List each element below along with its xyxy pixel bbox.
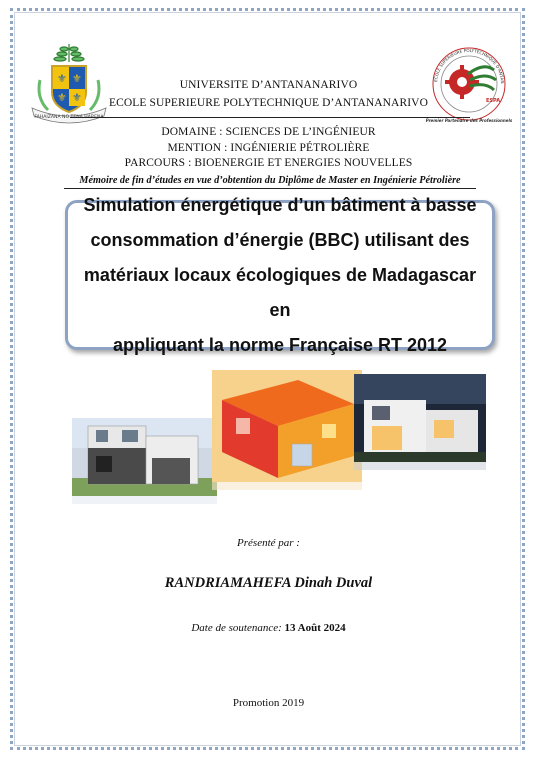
domaine-line: DOMAINE : SCIENCES DE L’INGÉNIEUR [161, 126, 376, 138]
title-line: matériaux locaux écologiques de Madagascar en [83, 264, 477, 320]
svg-text:⚜: ⚜ [72, 72, 82, 85]
title-line: consommation d’énergie (BBC) utilisant des [90, 229, 470, 250]
espa-slogan: Premier Partenaire des Professionnels [425, 118, 513, 123]
espa-ring-text: ECOLE SUPERIEURE POLYTECHNIQUE D'ANTAN [433, 47, 506, 84]
thermal-render-center [212, 370, 362, 482]
header-divider [70, 117, 470, 118]
house-photo-left [72, 418, 217, 496]
university-name: UNIVERSITE D’ANTANANARIVO [179, 79, 358, 91]
crest-motto: FAHAIZANA NO TENA HARENA [34, 115, 104, 120]
title-line: appliquant la norme Française RT 2012 [112, 334, 448, 355]
defense-date-label: Date de soutenance: [191, 622, 282, 634]
memoire-subtitle: Mémoire de fin d’études en vue d’obtention du Diplôme de Master en Ingénierie Pétrolière [64, 175, 476, 189]
espa-abbr: ESPA [486, 98, 501, 104]
house-photo-right [354, 374, 486, 462]
building-images [60, 360, 500, 510]
title-box [65, 194, 495, 355]
author-name: RANDRIAMAHEFA Dinah Duval [164, 575, 373, 591]
school-name: ECOLE SUPERIEURE POLYTECHNIQUE D’ANTANANARIVO [109, 97, 428, 109]
presented-by-label: Présenté par : [237, 537, 300, 549]
promotion-line: Promotion 2019 [232, 697, 305, 709]
parcours-line: PARCOURS : BIOENERGIE ET ENERGIES NOUVELLES [124, 157, 413, 169]
defense-date-line [0, 622, 537, 634]
svg-text:⚜: ⚜ [72, 91, 82, 104]
svg-text:⚜: ⚜ [57, 91, 67, 104]
thesis-title [75, 188, 485, 363]
defense-date-value: 13 Août 2024 [284, 622, 346, 634]
title-line: Simulation énergétique d’un bâtiment à basse [83, 194, 477, 215]
mention-line: MENTION : INGÉNIERIE PÉTROLIÈRE [167, 142, 370, 154]
svg-text:⚜: ⚜ [57, 72, 67, 85]
